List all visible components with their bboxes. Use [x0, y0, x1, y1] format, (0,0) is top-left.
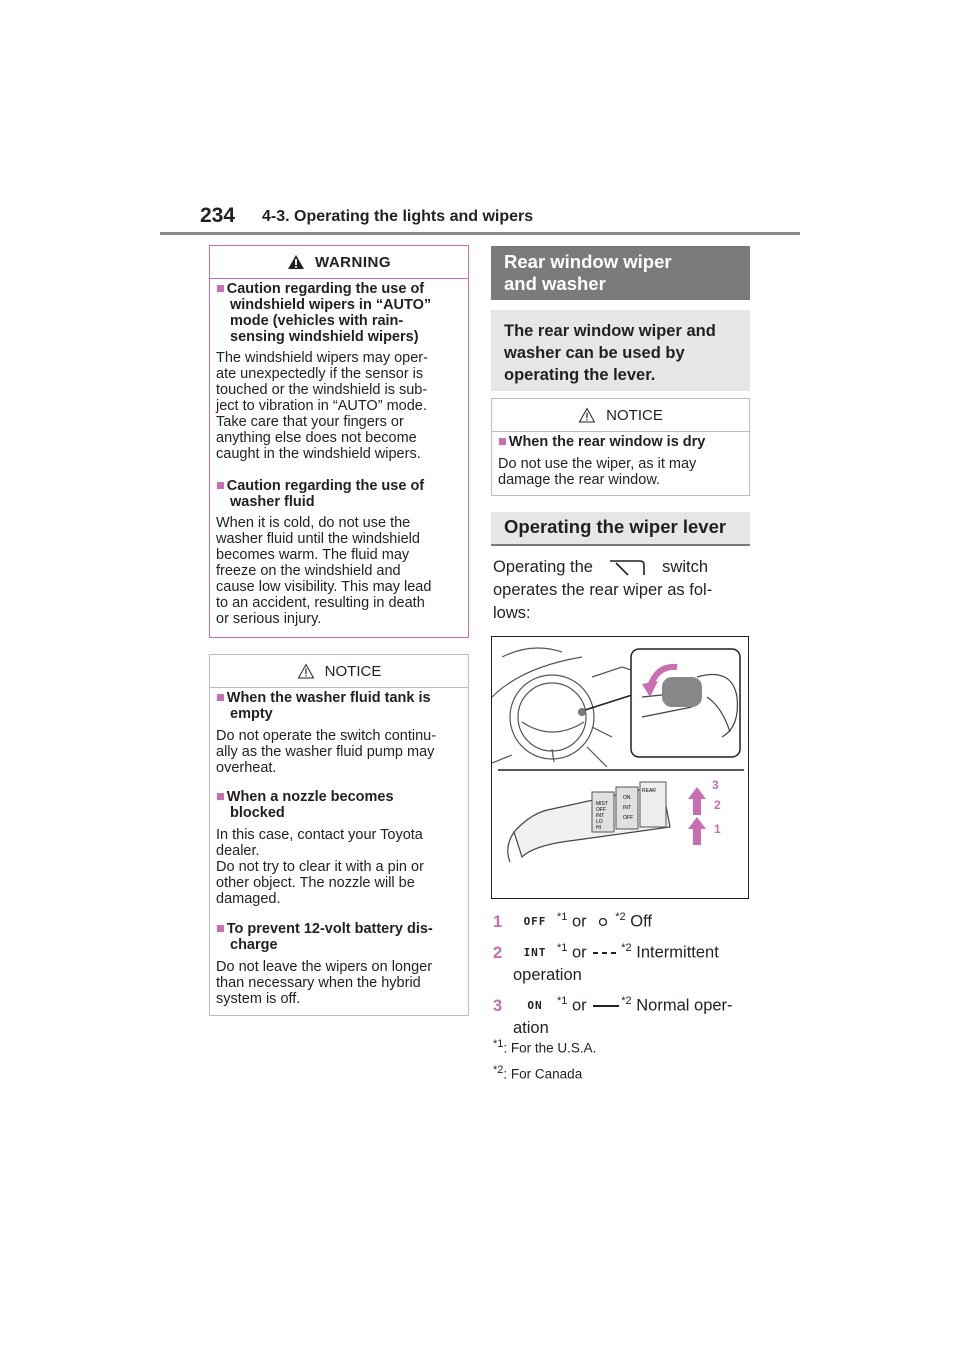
warning-item-1-body: The windshield wipers may oper- ate unexpectedly if the sensor is touched or the windshield is sub- ject to vibration in “AUTO” mode. Take care that your fingers or anything else does not become caught in the windshield wipers.: [216, 350, 428, 462]
notice-header: [210, 655, 468, 688]
wiper-lever-figure: [491, 636, 749, 899]
notice-item-1-body: Do not operate the switch continu- ally as the washer fluid pump may overheat.: [216, 728, 437, 776]
lever-mark-mist: MIST: [596, 801, 608, 807]
square-bullet-icon: ■: [216, 281, 225, 297]
notice-item-2-body: In this case, contact your Toyota dealer. Do not try to clear it with a pin or other object. The nozzle will be damaged.: [216, 827, 424, 907]
lever-mark-off: OFF: [596, 807, 606, 813]
square-bullet-icon: ■: [216, 478, 225, 494]
square-bullet-icon: ■: [216, 789, 225, 805]
caution-triangle-icon: [578, 407, 596, 423]
notice-item-3-body: Do not leave the wipers on longer than necessary when the hybrid system is off.: [216, 959, 433, 1007]
notice-box-right: [491, 398, 750, 496]
list-number: 2: [493, 943, 503, 962]
circle-off-symbol-icon: [591, 916, 615, 928]
warning-title: WARNING: [315, 253, 391, 271]
lever-mark-int-rear: INT: [623, 805, 632, 811]
lever-mark-hi: HI: [596, 825, 601, 831]
notice-box-left: [209, 654, 469, 1016]
callout-1: 1: [714, 822, 721, 836]
warning-item-1-heading: ■ Caution regarding the use of windshield wipers in “AUTO” mode (vehicles with rain- sensing windshield wipers): [216, 281, 432, 345]
footnote-2: $^{*2}$: For Canada: [493, 1064, 583, 1082]
list-item-2: 2 INT $^{*1}$ or $^{*2}$ Intermittent operation: [493, 942, 719, 985]
lever-mark-rear: REAR: [642, 788, 656, 794]
us-label-off: OFF: [523, 915, 547, 929]
lever-mark-lo: LO: [596, 819, 603, 825]
lead-summary: The rear window wiper and washer can be used by operating the lever.: [491, 310, 750, 391]
dashed-line-symbol-icon: [591, 947, 621, 959]
lever-mark-off-rear: OFF: [623, 815, 633, 821]
warning-header: [210, 246, 468, 279]
header-rule: [160, 232, 800, 235]
callout-3: 3: [712, 778, 719, 792]
list-number: 1: [493, 912, 503, 931]
square-bullet-icon: ■: [216, 690, 225, 706]
us-label-on: ON: [527, 999, 543, 1013]
notice-header: [492, 399, 749, 432]
callout-2: 2: [714, 798, 721, 812]
lever-mark-int: INT: [596, 813, 605, 819]
footnote-1: $^{*1}$: For the U.S.A.: [493, 1038, 597, 1056]
lever-mark-on: ON: [623, 795, 631, 801]
section-title: 4-3. Operating the lights and wipers: [262, 208, 534, 225]
us-label-int: INT: [523, 946, 547, 960]
notice-rear-body: Do not use the wiper, as it may damage the rear window.: [498, 456, 697, 488]
list-item-3: 3 ON $^{*1}$ or $^{*2}$ Normal oper- ation: [493, 995, 733, 1038]
page-number: 234: [200, 204, 236, 227]
notice-item-2-heading: ■ When a nozzle becomes blocked: [216, 789, 394, 821]
notice-rear-heading: ■ When the rear window is dry: [498, 434, 706, 450]
list-number: 3: [493, 996, 503, 1015]
solid-line-symbol-icon: [591, 1000, 621, 1012]
list-item-1: 1 OFF $^{*1}$ or $^{*2}$ Off: [493, 906, 753, 933]
notice-title: NOTICE: [324, 662, 382, 680]
notice-item-1-heading: ■ When the washer fluid tank is empty: [216, 690, 431, 722]
section-heading-rear-wiper: Rear window wiper and washer: [491, 246, 750, 300]
subheading-wiper-lever: Operating the wiper lever: [491, 512, 750, 546]
rear-wiper-switch-icon: [606, 557, 650, 579]
warning-item-2-heading: ■ Caution regarding the use of washer fluid: [216, 478, 425, 510]
notice-title: NOTICE: [606, 406, 663, 424]
square-bullet-icon: ■: [216, 921, 225, 937]
notice-item-3-heading: ■ To prevent 12-volt battery dis- charge: [216, 921, 433, 953]
warning-box: [209, 245, 469, 638]
warning-triangle-icon: [287, 254, 305, 270]
paragraph-operating-switch: Operating the switch operates the rear wiper as fol- lows:: [493, 558, 713, 622]
caution-triangle-icon: [297, 663, 315, 679]
wiper-lever-illustration: [492, 637, 749, 899]
warning-item-2-body: When it is cold, do not use the washer fluid until the windshield becomes warm. The fluid may freeze on the windshield and cause low visibility. This may lead to an accident, resulting in death or serious injury.: [216, 515, 432, 627]
square-bullet-icon: ■: [498, 434, 507, 450]
